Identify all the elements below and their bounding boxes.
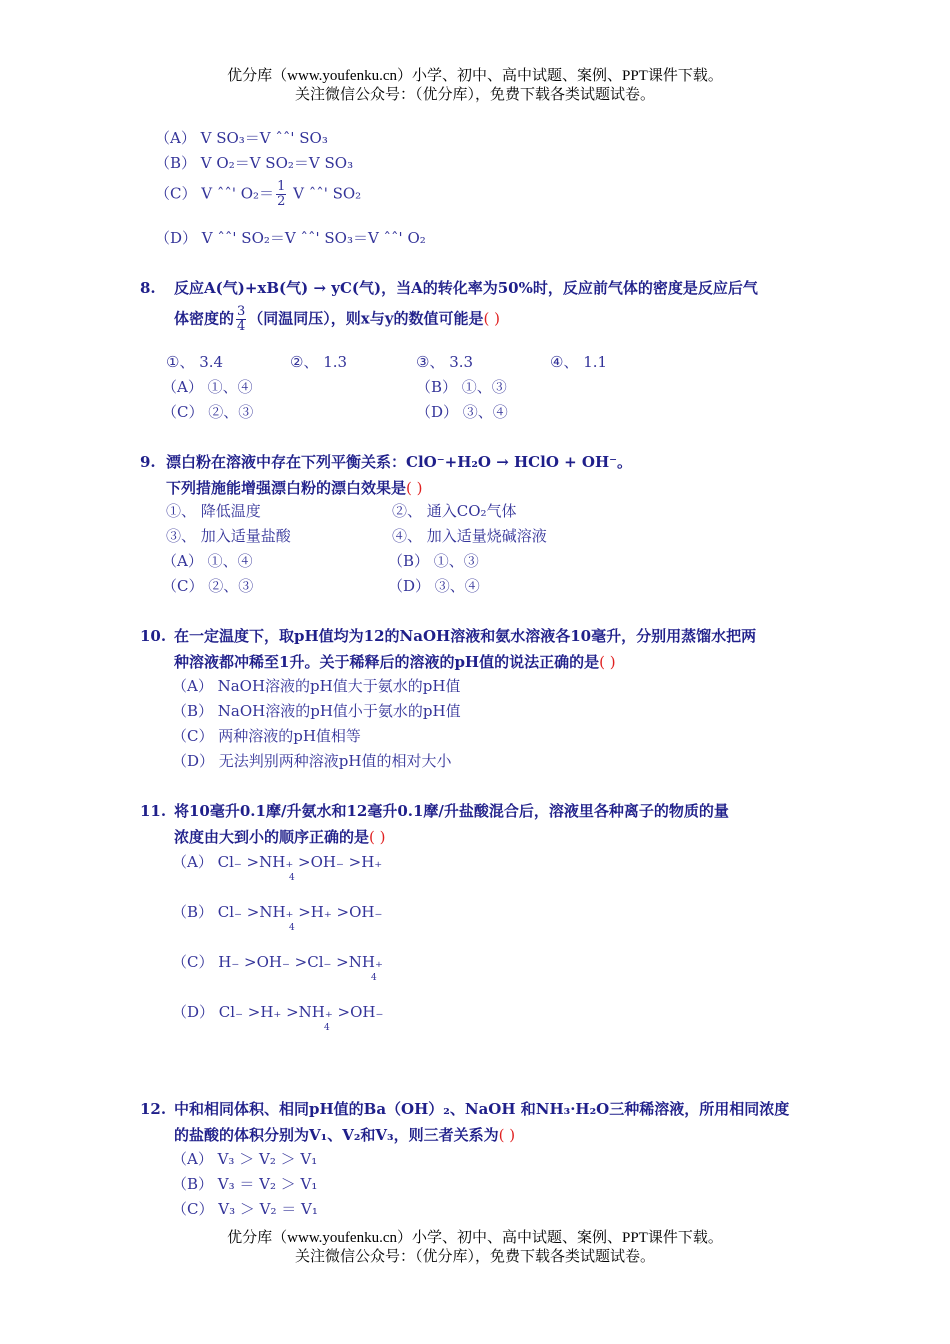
q9-number: 9. <box>140 453 156 471</box>
q11-line-1: 将10毫升0.1摩/升氨水和12毫升0.1摩/升盐酸混合后，溶液里各种离子的物质的量 <box>174 802 729 820</box>
q7-fraction-numerator: 1 <box>277 179 286 194</box>
q9-choice-d: （D） ③、④ <box>388 577 480 595</box>
q7-option-c-post: V ˆˆ' SO₂ <box>288 184 362 203</box>
q7-option-c <box>155 180 361 209</box>
q8-opt-2: ②、 1.3 <box>290 353 348 371</box>
q8-opt-3: ③、 3.3 <box>416 353 474 371</box>
q11-choice-b-sub4: 4 <box>289 923 295 933</box>
q11-line-2: 浓度由大到小的顺序正确的是 <box>174 828 370 846</box>
q8-opt-4: ④、 1.1 <box>550 353 608 371</box>
q11-choice-d-sub4: 4 <box>324 1023 330 1033</box>
q7-option-d: （D） V ˆˆ' SO₂＝V ˆˆ' SO₃＝V ˆˆ' O₂ <box>155 229 426 247</box>
question-8 <box>140 275 758 301</box>
footer-line-2: 关注微信公众号：（优分库），免费下载各类试题试卷。 <box>294 1249 655 1265</box>
question-9 <box>140 449 632 501</box>
q8-number: 8. <box>140 279 156 297</box>
q7-fraction-denominator: 2 <box>277 194 286 209</box>
header-line-2: 关注微信公众号：（优分库），免费下载各类试题试卷。 <box>294 87 655 103</box>
q11-choice-c-sub4: 4 <box>371 973 377 983</box>
q9-opt-4: ④、 加入适量烧碱溶液 <box>392 527 547 545</box>
q12-line-2: 的盐酸的体积分别为V₁、V₂和V₃，则三者关系为 <box>174 1126 499 1144</box>
q8-line-1: 反应A(气)+xB(气) → yC(气)，当A的转化率为50%时，反应前气体的密度是反应后气 <box>174 279 758 297</box>
page-header <box>0 67 950 105</box>
q11-choice-d: （D） Cl₋ >H₊ >NH₊ >OH₋ <box>172 1003 384 1021</box>
q11-choice-c: （C） H₋ >OH₋ >Cl₋ >NH₊ <box>172 953 383 971</box>
q11-number: 11. <box>140 802 167 820</box>
q12-choice-a: （A） V₃ ＞ V₂ ＞ V₁ <box>172 1150 318 1168</box>
q9-opt-3: ③、 加入适量盐酸 <box>166 527 291 545</box>
question-12 <box>140 1096 789 1148</box>
q8-answer-blank: ( ) <box>483 309 500 328</box>
q11-choice-a-sub4: 4 <box>289 873 295 883</box>
q9-choice-c: （C） ②、③ <box>162 577 254 595</box>
q8-choice-a: （A） ①、④ <box>162 378 253 396</box>
footer-line-1: 优分库（www.youfenku.cn）小学、初中、高中试题、案例、PPT课件下载。 <box>227 1230 723 1246</box>
q9-answer-blank: ( ) <box>406 479 423 497</box>
q8-line-2-pre: 体密度的 <box>174 309 235 328</box>
q8-fraction-denominator: 4 <box>237 319 246 334</box>
q10-number: 10. <box>140 627 167 645</box>
q10-line-2: 种溶液都冲稀至1升。关于稀释后的溶液的pH值的说法正确的是 <box>174 653 600 671</box>
q8-fraction <box>236 305 246 334</box>
q10-choice-c: （C） 两种溶液的pH值相等 <box>172 727 361 745</box>
q7-option-a: （A） V SO₃＝V ˆˆ' SO₃ <box>155 129 328 147</box>
q11-choice-b: （B） Cl₋ >NH₊ >H₊ >OH₋ <box>172 903 383 921</box>
q8-fraction-numerator: 3 <box>237 304 246 319</box>
q12-number: 12. <box>140 1100 167 1118</box>
q12-answer-blank: ( ) <box>498 1126 516 1144</box>
q8-choice-b: （B） ①、③ <box>416 378 507 396</box>
page-footer <box>0 1229 950 1267</box>
q10-choice-a: （A） NaOH溶液的pH值大于氨水的pH值 <box>172 677 461 695</box>
q8-opt-1: ①、 3.4 <box>166 353 224 371</box>
q10-choice-d: （D） 无法判别两种溶液pH值的相对大小 <box>172 752 452 770</box>
q12-choice-c: （C） V₃ ＞ V₂ ＝ V₁ <box>172 1200 318 1218</box>
q12-line-1: 中和相同体积、相同pH值的Ba（OH）₂、NaOH 和NH₃·H₂O三种稀溶液，所用相同浓度 <box>174 1100 790 1118</box>
question-8-line-2 <box>140 305 500 334</box>
q9-line-1: 漂白粉在溶液中存在下列平衡关系：ClO⁻+H₂O → HClO + OH⁻。 <box>166 453 633 471</box>
q7-option-b: （B） V O₂＝V SO₂＝V SO₃ <box>155 154 354 172</box>
q10-choice-b: （B） NaOH溶液的pH值小于氨水的pH值 <box>172 702 461 720</box>
q8-line-2-post: （同温同压），则x与y的数值可能是 <box>248 309 484 328</box>
q11-choice-a: （A） Cl₋ >NH₊ >OH₋ >H₊ <box>172 853 383 871</box>
header-line-1: 优分库（www.youfenku.cn）小学、初中、高中试题、案例、PPT课件下载。 <box>227 68 723 84</box>
q9-choice-a: （A） ①、④ <box>162 552 253 570</box>
q9-choice-b: （B） ①、③ <box>388 552 479 570</box>
question-10 <box>140 623 756 675</box>
q7-option-c-text: （C） V ˆˆ' O₂＝ <box>155 184 275 203</box>
q10-answer-blank: ( ) <box>599 653 616 671</box>
q12-choice-b: （B） V₃ ＝ V₂ ＞ V₁ <box>172 1175 318 1193</box>
q7-fraction <box>276 180 286 209</box>
q9-opt-1: ①、 降低温度 <box>166 502 261 520</box>
q9-line-2: 下列措施能增强漂白粉的漂白效果是 <box>166 479 407 497</box>
q10-line-1: 在一定温度下，取pH值均为12的NaOH溶液和氨水溶液各10毫升，分别用蒸馏水把两 <box>174 627 757 645</box>
q11-answer-blank: ( ) <box>369 828 386 846</box>
q8-choice-c: （C） ②、③ <box>162 403 254 421</box>
q9-opt-2: ②、 通入CO₂气体 <box>392 502 517 520</box>
q8-choice-d: （D） ③、④ <box>416 403 508 421</box>
question-11 <box>140 798 729 850</box>
